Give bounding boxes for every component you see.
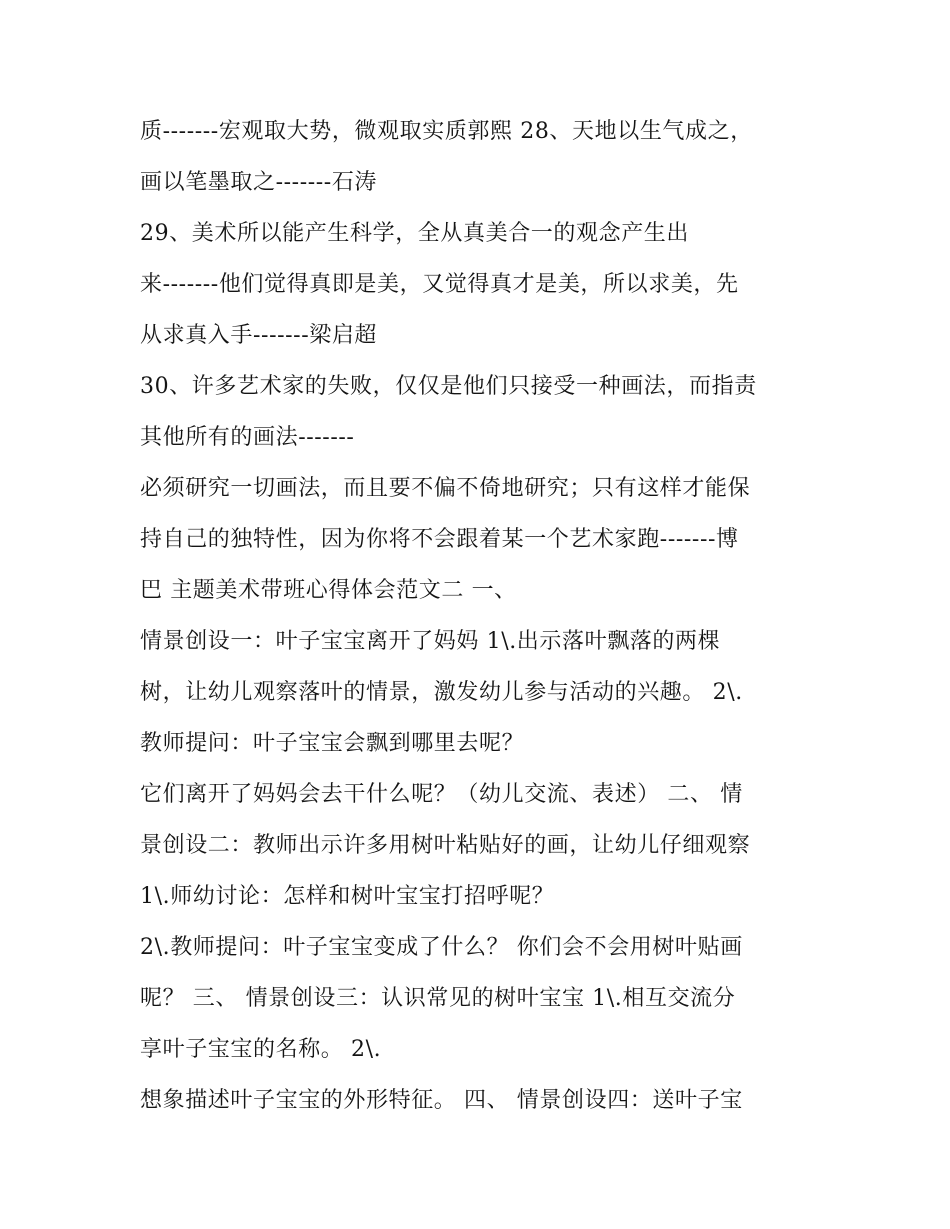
text-line: 持自己的独特性，因为你将不会跟着某一个艺术家跑-------博 — [140, 527, 739, 552]
text-line: 必须研究一切画法，而且要不偏不倚地研究；只有这样才能保 — [140, 476, 751, 501]
text-line: 它们离开了妈妈会去干什么呢？（幼儿交流、表述） 二、 情 — [140, 782, 743, 807]
text-line: 其他所有的画法------- — [140, 425, 355, 450]
text-line: 画以笔墨取之-------石涛 — [140, 170, 378, 195]
text-line: 教师提问：叶子宝宝会飘到哪里去呢？ — [140, 731, 525, 756]
text-line: 想象描述叶子宝宝的外形特征。 四、 情景创设四：送叶子宝 — [140, 1088, 743, 1113]
text-line: 巴 主题美术带班心得体会范文二 一、 — [140, 578, 517, 603]
body-text — [140, 106, 830, 1126]
text-line: 29、美术所以能产生科学，全从真美合一的观念产生出 — [140, 221, 689, 246]
text-line: 1\.师幼讨论：怎样和树叶宝宝打招呼呢？ — [140, 884, 555, 909]
text-line: 呢？ 三、 情景创设三：认识常见的树叶宝宝 1\.相互交流分 — [140, 986, 736, 1011]
text-line: 来-------他们觉得真即是美，又觉得真才是美，所以求美，先 — [140, 272, 739, 297]
text-line: 景创设二：教师出示许多用树叶粘贴好的画，让幼儿仔细观察 — [140, 833, 751, 858]
text-line: 情景创设一：叶子宝宝离开了妈妈 1\.出示落叶飘落的两棵 — [140, 629, 721, 654]
text-line: 享叶子宝宝的名称。 2\. — [140, 1037, 382, 1062]
text-line: 质-------宏观取大势，微观取实质郭熙 28、天地以生气成之， — [140, 119, 753, 144]
text-line: 从求真入手-------梁启超 — [140, 323, 378, 348]
text-line: 2\.教师提问：叶子宝宝变成了什么？ 你们会不会用树叶贴画 — [140, 935, 743, 960]
text-line: 树，让幼儿观察落叶的情景，激发幼儿参与活动的兴趣。 2\. — [140, 680, 743, 705]
text-line: 30、许多艺术家的失败，仅仅是他们只接受一种画法，而指责 — [140, 374, 757, 399]
